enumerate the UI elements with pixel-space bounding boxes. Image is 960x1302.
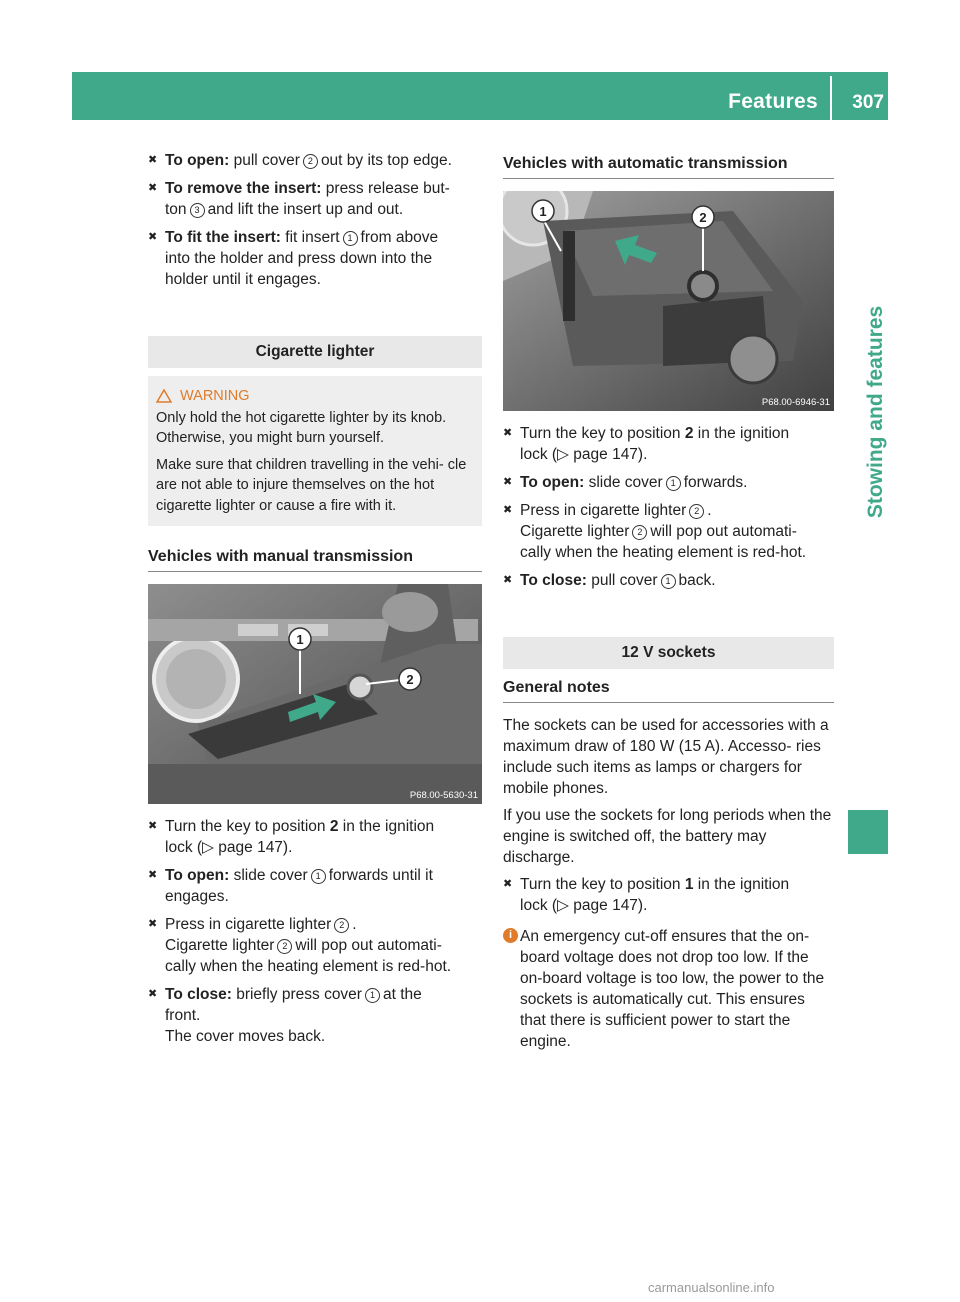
automatic-console-image [503, 191, 834, 411]
step-label: To close: [520, 572, 587, 589]
step-text: slide cover [588, 474, 663, 491]
arrow-icon: ✖ [148, 988, 158, 1000]
callout-1-icon: 1 [343, 231, 358, 246]
step-text: The cover moves back. [165, 1028, 326, 1045]
arrow-icon: ✖ [503, 427, 513, 439]
battery-note: If you use the sockets for long periods when the engine is switched off, the battery may discharge. [503, 807, 832, 866]
page-number: 307 [852, 92, 884, 113]
callout-1-icon: 1 [311, 869, 326, 884]
callout-1-icon: 1 [661, 574, 676, 589]
chapter-marker [848, 810, 888, 854]
warning-triangle-icon [156, 389, 172, 403]
auto-step-open [503, 472, 834, 493]
step-label: To close: [165, 986, 232, 1003]
step-text: Turn the key to position [520, 876, 681, 893]
step-label: To open: [165, 867, 230, 884]
callout-1-label: 1 [296, 632, 304, 647]
sockets-step-turn-key [503, 874, 834, 916]
header-divider [830, 76, 832, 120]
page-ref-link[interactable]: page 147). [218, 839, 293, 856]
arrow-icon: ✖ [148, 918, 158, 930]
callout-2-icon: 2 [689, 504, 704, 519]
page-header [72, 72, 888, 120]
left-column [148, 150, 482, 1054]
warning-text: Only hold the hot cigarette lighter by its knob. Otherwise, you might burn yourself. [156, 409, 447, 446]
step-text: . [707, 502, 712, 519]
step-text: back. [678, 572, 716, 589]
manual-step-turn-key [148, 816, 482, 858]
chapter-title: Stowing and features [864, 305, 887, 519]
step-text: and lift the insert up and out. [207, 201, 404, 218]
step-text: out by its top edge. [320, 152, 452, 169]
manual-step-close [148, 984, 482, 1047]
step-text: engages. [165, 888, 229, 905]
step-text: pull cover [591, 572, 658, 589]
step-text: press release but- [325, 180, 450, 197]
manual-console-image [148, 584, 482, 804]
step-text: in the ignition [697, 876, 790, 893]
step-text: front. [165, 1007, 201, 1024]
manual-step-open [148, 865, 482, 907]
arrow-icon: ✖ [503, 878, 513, 890]
step-text: cally when the heating element is red-hot. [165, 958, 452, 975]
step-text: ton [165, 201, 187, 218]
step-text: cally when the heating element is red-hot. [520, 544, 807, 561]
step-label: To open: [520, 474, 585, 491]
arrow-icon: ✖ [148, 869, 158, 881]
callout-3-icon: 3 [190, 203, 205, 218]
callout-2-icon: 2 [303, 154, 318, 169]
step-text: from above [360, 229, 439, 246]
auto-step-turn-key [503, 423, 834, 465]
key-position: 2 [684, 425, 694, 442]
step-fit-insert [148, 227, 482, 290]
automatic-transmission-photo [503, 191, 834, 411]
step-text: will pop out automati- [650, 523, 797, 540]
page-ref-icon: ▷ [202, 839, 214, 856]
callout-2-label: 2 [406, 672, 414, 687]
key-position: 2 [329, 818, 339, 835]
manual-step-press-lighter [148, 914, 482, 977]
automatic-transmission-heading: Vehicles with automatic transmission [503, 155, 834, 179]
callout-1-icon: 1 [666, 476, 681, 491]
info-note [503, 926, 834, 1052]
info-text: An emergency cut-off ensures that the on- board voltage does not drop too low. If the on-board voltage is too low, the power to the sockets is automatically cut. This ensures that there is sufficient power to start the engine. [520, 928, 825, 1050]
callout-2-icon: 2 [334, 918, 349, 933]
step-text: pull cover [233, 152, 300, 169]
callout-2-icon: 2 [632, 525, 647, 540]
arrow-icon: ✖ [503, 476, 513, 488]
step-text: Press in cigarette lighter [520, 502, 687, 519]
step-text: slide cover [233, 867, 308, 884]
step-text: into the holder and press down into the [165, 250, 433, 267]
callout-1-icon: 1 [365, 988, 380, 1003]
callout-2-icon: 2 [277, 939, 292, 954]
step-text: forwards until it [328, 867, 433, 884]
arrow-icon: ✖ [148, 154, 158, 166]
step-text: Press in cigarette lighter [165, 916, 332, 933]
step-label: To remove the insert: [165, 180, 322, 197]
right-column [503, 150, 834, 1052]
page-ref-icon: ▷ [557, 446, 569, 463]
step-text: forwards. [683, 474, 748, 491]
step-text: holder until it engages. [165, 271, 321, 288]
warning-label: WARNING [180, 388, 250, 404]
step-label: To fit the insert: [165, 229, 281, 246]
key-position: 1 [684, 876, 694, 893]
step-text: . [352, 916, 357, 933]
info-icon: i [503, 928, 518, 943]
header-title: Features [728, 90, 818, 113]
step-text: lock ( [520, 897, 558, 914]
photo-code: P68.00-6946-31 [761, 397, 830, 408]
callout-2-label: 2 [699, 210, 707, 225]
section-cigarette-lighter: Cigarette lighter [148, 336, 482, 368]
arrow-icon: ✖ [148, 231, 158, 243]
page-ref-link[interactable]: page 147). [573, 897, 648, 914]
page-ref-link[interactable]: page 147). [573, 446, 648, 463]
step-text: Cigarette lighter [520, 523, 630, 540]
arrow-icon: ✖ [148, 820, 158, 832]
step-text: Turn the key to position [165, 818, 326, 835]
chapter-side-tab [848, 122, 888, 702]
manual-transmission-photo [148, 584, 482, 804]
photo-code: P68.00-5630-31 [409, 790, 478, 801]
arrow-icon: ✖ [148, 182, 158, 194]
step-text: lock ( [165, 839, 203, 856]
auto-step-close [503, 570, 834, 591]
arrow-icon: ✖ [503, 574, 513, 586]
step-text: briefly press cover [236, 986, 362, 1003]
general-notes-heading: General notes [503, 679, 834, 703]
callout-1-label: 1 [539, 204, 547, 219]
step-text: will pop out automati- [295, 937, 442, 954]
section-12v-sockets: 12 V sockets [503, 637, 834, 669]
sockets-description: The sockets can be used for accessories with a maximum draw of 180 W (15 A). Accesso- ries include such items as lamps or chargers for mobile phones. [503, 717, 829, 797]
step-open [148, 150, 482, 171]
step-text: at the [382, 986, 422, 1003]
page-ref-icon: ▷ [557, 897, 569, 914]
warning-box [148, 376, 482, 526]
watermark: carmanualsonline.info [648, 1280, 775, 1295]
manual-transmission-heading: Vehicles with manual transmission [148, 548, 482, 572]
step-text: lock ( [520, 446, 558, 463]
step-text: Turn the key to position [520, 425, 681, 442]
warning-text: Make sure that children travelling in the vehi- cle are not able to injure themselves on the hot cigarette lighter or cause a fire with it. [156, 456, 467, 514]
auto-step-press-lighter [503, 500, 834, 563]
step-text: in the ignition [342, 818, 435, 835]
warning-title [156, 386, 474, 407]
step-text: in the ignition [697, 425, 790, 442]
step-label: To open: [165, 152, 230, 169]
step-remove-insert [148, 178, 482, 220]
arrow-icon: ✖ [503, 504, 513, 516]
step-text: fit insert [285, 229, 340, 246]
step-text: Cigarette lighter [165, 937, 275, 954]
